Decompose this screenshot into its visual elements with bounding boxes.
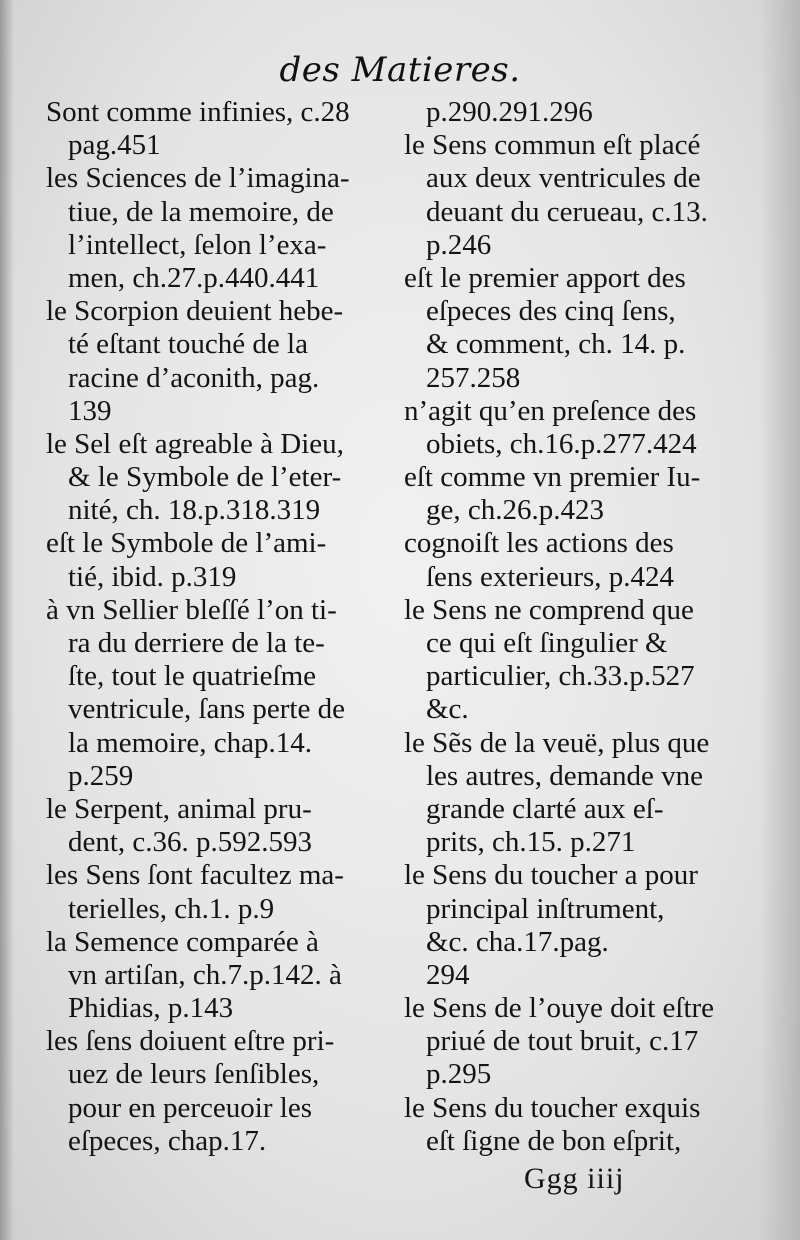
index-entry-line: les Sens ſont facultez ma- <box>46 859 344 892</box>
index-entry-line: le Sens ne comprend que <box>404 593 694 626</box>
index-entry-line: ra du derriere de la te- <box>68 627 325 659</box>
index-entry-line: vn artiſan, ch.7.p.142. à <box>68 958 342 991</box>
index-entry-line: &c. cha.17.pag. <box>426 925 609 958</box>
index-entry-line: obiets, ch.16.p.277.424 <box>426 427 697 460</box>
index-entry-line: le Serpent, animal pru- <box>46 792 312 825</box>
index-entry-line: 257.258 <box>426 361 521 394</box>
index-entry-line: p.290.291.296 <box>426 96 593 128</box>
index-entry-line: eſt comme vn premier Iu- <box>404 461 701 494</box>
index-entry-line: n’agit qu’en preſence des <box>404 394 697 427</box>
index-entry-line: prits, ch.15. p.271 <box>426 826 636 859</box>
index-entry-line: le Sẽs de la veuë, plus que <box>404 726 710 759</box>
index-entry-line: grande clarté aux eſ- <box>426 792 664 825</box>
index-entry-line: & comment, ch. 14. p. <box>426 328 686 361</box>
index-entry-line: eſt le premier apport des <box>404 261 686 294</box>
index-entry-line: le Sens commun eſt placé <box>404 129 701 162</box>
index-entry-line: nité, ch. 18.p.318.319 <box>68 494 321 527</box>
index-entry-line: le Sens du toucher exquis <box>404 1091 701 1124</box>
index-entry-line: pour en perceuoir les <box>68 1091 312 1124</box>
index-entry-line: ſens exterieurs, p.424 <box>426 560 675 593</box>
index-entry-line: à vn Sellier bleſſé l’on ti- <box>46 593 337 626</box>
index-entry-line: tiue, de la memoire, de <box>68 195 334 228</box>
index-entry-line: p.259 <box>68 759 134 792</box>
index-entry-line: & le Symbole de l’eter- <box>68 461 342 494</box>
index-entry-line: ſte, tout le quatrieſme <box>68 660 317 693</box>
signature-mark: Ggg iiij <box>524 1162 625 1195</box>
index-entry-line: cognoiſt les actions des <box>404 527 674 560</box>
page-gutter-shadow <box>0 0 14 1240</box>
index-entry-line: terielles, ch.1. p.9 <box>68 892 275 925</box>
index-entry-line: racine d’aconith, pag. <box>68 361 320 394</box>
index-entry-line: dent, c.36. p.592.593 <box>68 826 313 859</box>
index-entry-line: pag.451 <box>68 129 161 162</box>
index-entry-line: 294 <box>426 958 470 991</box>
index-entry-line: eſpeces des cinq ſens, <box>426 295 676 328</box>
index-entry-line: Sont comme infinies, c.28 <box>46 96 350 128</box>
index-entry-line: p.246 <box>426 228 492 261</box>
page-edge-shadow <box>760 0 800 1240</box>
index-entry-line: tié, ibid. p.319 <box>68 560 237 593</box>
index-entry-line: la memoire, chap.14. <box>68 726 312 759</box>
index-entry-line: la Semence comparée à <box>46 925 319 958</box>
index-entry-line: l’intellect, ſelon l’exa- <box>68 228 327 261</box>
index-entry-line: principal inſtrument, <box>426 892 665 925</box>
index-entry-line: &c. <box>426 693 469 726</box>
index-entry-line: le Sens du toucher a pour <box>404 859 698 892</box>
index-entry-line: les Sciences de l’imagina- <box>46 162 350 195</box>
index-entry-line: priué de tout bruit, c.17 <box>426 1025 699 1058</box>
index-entry-line: les autres, demande vne <box>426 759 704 792</box>
index-entry-line: 139 <box>68 394 112 427</box>
index-entry-line: té eſtant touché de la <box>68 328 308 361</box>
index-entry-line: le Sens de l’ouye doit eſtre <box>404 992 715 1025</box>
index-entry-line: p.295 <box>426 1058 492 1091</box>
index-column-left <box>46 96 386 1158</box>
index-entry-line: le Sel eſt agreable à Dieu, <box>46 427 344 460</box>
index-entry-line: aux deux ventricules de <box>426 162 701 195</box>
index-column-right <box>404 96 740 1158</box>
index-entry-line: eſt ſigne de bon eſprit, <box>426 1124 682 1157</box>
index-entry-line: ventricule, ſans perte de <box>68 693 345 726</box>
index-entry-line: ce qui eſt ſingulier & <box>426 627 668 659</box>
index-entry-line: deuant du cerueau, c.13. <box>426 195 708 228</box>
index-entry-line: eſt le Symbole de l’ami- <box>46 527 327 560</box>
index-entry-line: les ſens doiuent eſtre pri- <box>46 1025 335 1058</box>
running-head: des Matieres. <box>279 50 521 90</box>
index-entry-line: uez de leurs ſenſibles, <box>68 1058 320 1091</box>
index-entry-line: particulier, ch.33.p.527 <box>426 660 695 693</box>
index-entry-line: men, ch.27.p.440.441 <box>68 261 320 294</box>
index-entry-line: Phidias, p.143 <box>68 992 234 1025</box>
index-entry-line: eſpeces, chap.17. <box>68 1124 267 1157</box>
index-entry-line: ge, ch.26.p.423 <box>426 494 604 527</box>
index-entry-line: le Scorpion deuient hebe- <box>46 295 344 328</box>
